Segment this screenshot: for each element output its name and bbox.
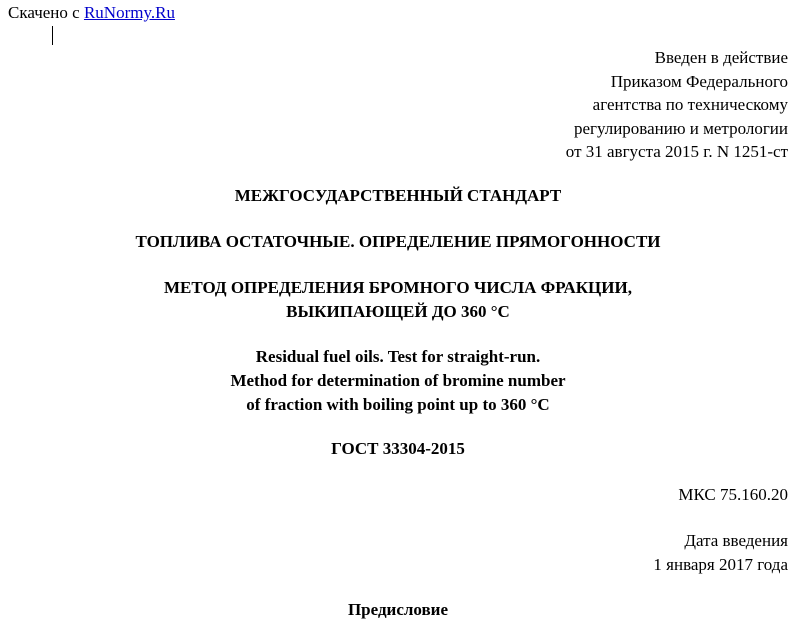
english-title-line: Residual fuel oils. Test for straight-run. (255, 347, 541, 366)
introduction-date: 1 января 2017 года (653, 554, 788, 574)
source-prefix: Скачено с (8, 3, 84, 22)
standard-designation (0, 437, 790, 461)
introduction-label: Дата введения (684, 531, 788, 550)
source-line (8, 2, 175, 24)
standard-type (0, 184, 790, 208)
document-subtitle (0, 276, 790, 324)
document-title-text: ТОПЛИВА ОСТАТОЧНЫЕ. ОПРЕДЕЛЕНИЕ ПРЯМОГОННОСТИ (135, 232, 661, 251)
source-link[interactable]: RuNormy.Ru (83, 3, 175, 22)
preface-heading (0, 598, 790, 622)
english-title-line: Method for determination of bromine number (230, 371, 566, 390)
english-title-line: of fraction with boiling point up to 360 °C (246, 395, 550, 414)
approval-line: Приказом Федерального (610, 71, 788, 91)
standard-designation-text: ГОСТ 33304-2015 (331, 439, 465, 458)
preface-title: Предисловие (347, 600, 449, 619)
introduction-date-block (288, 529, 788, 576)
standard-type-text: МЕЖГОСУДАРСТВЕННЫЙ СТАНДАРТ (234, 186, 562, 205)
approval-line: от 31 августа 2015 г. N 1251-ст (565, 142, 788, 161)
approval-line: агентства по техническому (592, 95, 788, 114)
approval-line: регулированию и метрологии (573, 118, 788, 138)
subtitle-line: ВЫКИПАЮЩЕЙ ДО 360 °С (286, 302, 510, 321)
english-title (0, 345, 790, 417)
text-cursor (52, 26, 53, 45)
subtitle-line: МЕТОД ОПРЕДЕЛЕНИЯ БРОМНОГО ЧИСЛА ФРАКЦИИ, (164, 278, 632, 297)
mks-code: МКС 75.160.20 (678, 485, 788, 504)
approval-block (288, 46, 788, 164)
document-title (0, 230, 790, 254)
approval-line: Введен в действие (654, 48, 788, 67)
classification-block (288, 483, 788, 507)
